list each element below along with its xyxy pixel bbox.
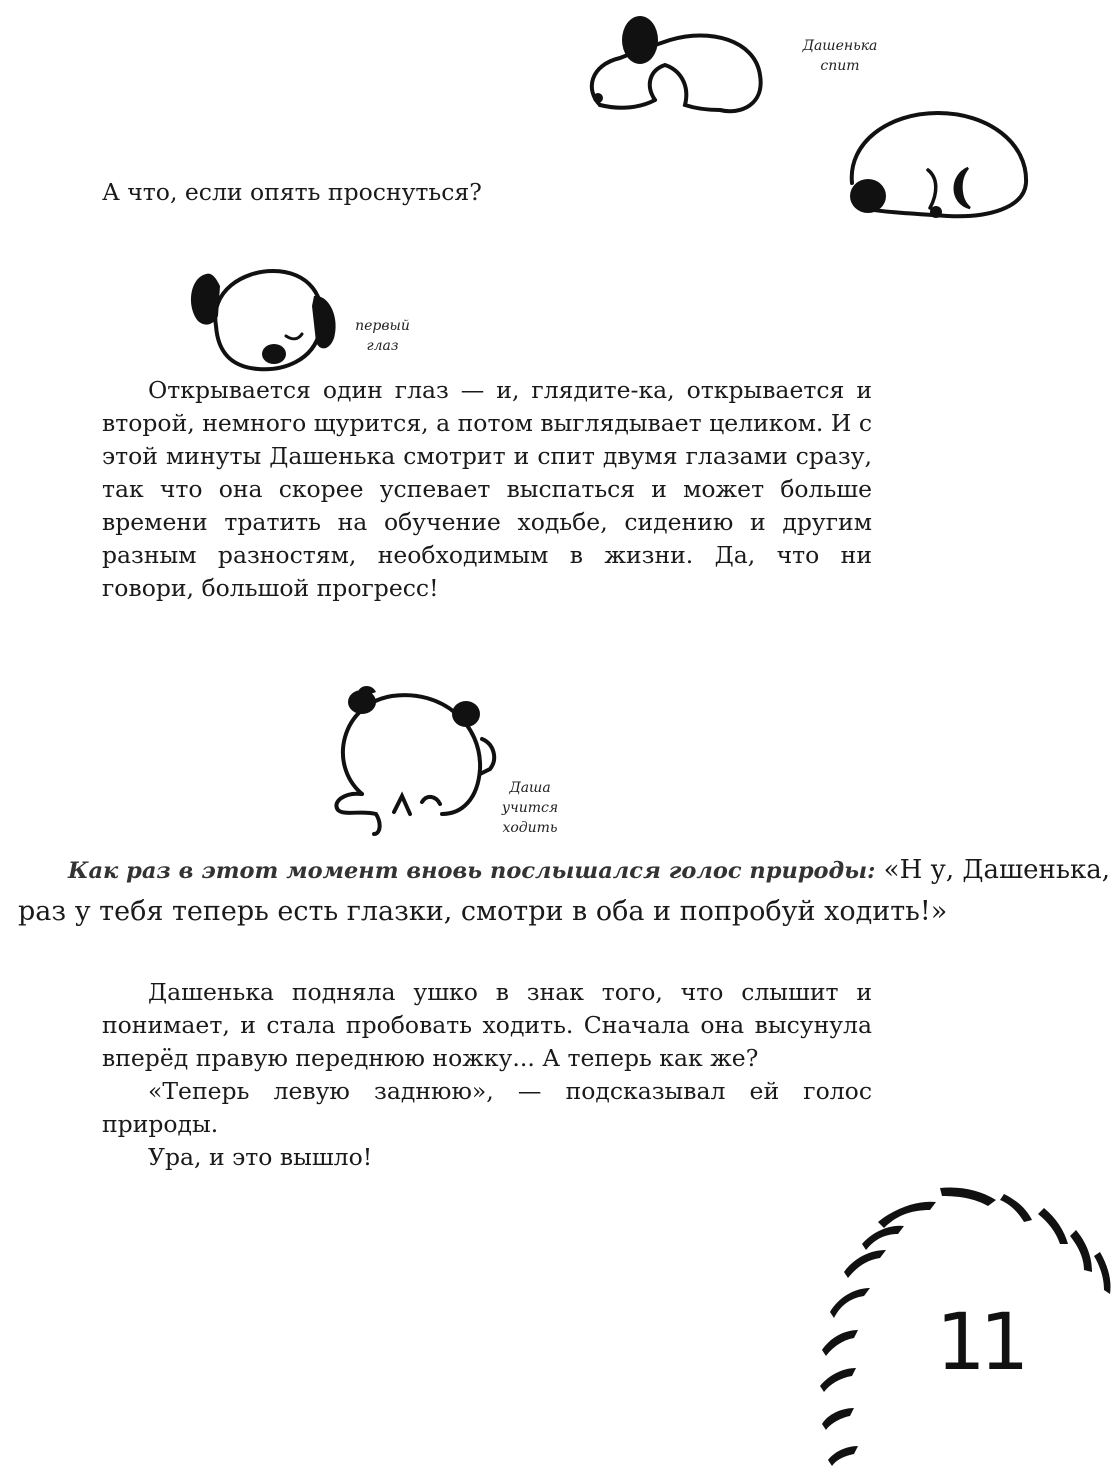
paragraph-walking bbox=[102, 976, 872, 1174]
caption-walking-line1: Даша bbox=[509, 780, 551, 796]
paragraph-voice-hint-text: «Теперь левую заднюю», — подсказывал ей голос природы. bbox=[102, 1077, 872, 1138]
paragraph-eyes bbox=[102, 374, 872, 605]
paragraph-hooray-text: Ура, и это вышло! bbox=[148, 1143, 373, 1171]
voice-block bbox=[18, 850, 1111, 933]
caption-walking-line3: ходить bbox=[502, 820, 558, 836]
caption-first-eye-line1: первый bbox=[355, 318, 410, 334]
voice-quote-start: «Н у, Дашенька, bbox=[875, 855, 1111, 885]
caption-walking-line2: учится bbox=[501, 800, 559, 816]
paragraph-walking-text: Дашенька подняла ушко в знак того, что слышит и понимает, и стала пробовать ходить. Сначала она высунула вперёд правую переднюю ножку... А теперь как же? bbox=[102, 978, 872, 1072]
caption-first-eye-line2: глаз bbox=[366, 338, 399, 354]
page-number: 11 bbox=[936, 1298, 1024, 1388]
caption-walking bbox=[488, 778, 572, 838]
question-text bbox=[102, 176, 872, 209]
paragraph-eyes-text: Открывается один глаз — и, глядите-ка, открывается и второй, немного щурится, а потом выглядывает целиком. И с этой минуты Дашенька смотрит и спит двумя глазами сразу, так что она скорее успевает выспаться и может больше времени тратить на обучение ходьбе, сидению и другим разным разностям, необходимым в жизни. Да, что ни говори, большой прогресс! bbox=[102, 376, 872, 602]
question-line: А что, если опять проснуться? bbox=[102, 178, 482, 206]
voice-line-2: раз у тебя теперь есть глазки, смотри в оба и попробуй ходить!» bbox=[18, 896, 948, 927]
caption-sleeping-line2: спит bbox=[820, 58, 860, 74]
caption-sleeping bbox=[790, 36, 890, 76]
puppy-head-one-eye-illustration bbox=[188, 266, 348, 376]
sleeping-puppy-illustration-1 bbox=[580, 10, 780, 120]
voice-intro: Как раз в этот момент вновь послышался голос природы: bbox=[68, 858, 876, 884]
puppy-walking-illustration bbox=[332, 684, 512, 840]
voice-line-1 bbox=[18, 850, 1111, 891]
caption-sleeping-line1: Дашенька bbox=[802, 38, 878, 54]
caption-first-eye bbox=[345, 316, 420, 356]
